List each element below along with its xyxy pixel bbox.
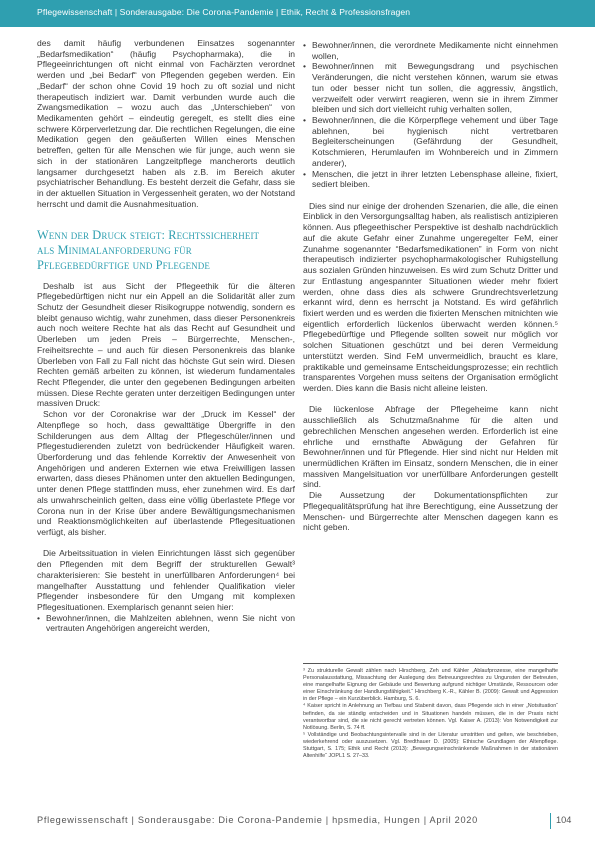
heading-line: Pflegebedürftige und Pflegende bbox=[37, 257, 210, 272]
running-header-text: Pflegewissenschaft | Sonderausgabe: Die Corona-Pandemie | Ethik, Recht & Professionsfragen bbox=[37, 7, 411, 17]
heading-line: Wenn der Druck steigt: Rechtssicherheit bbox=[37, 227, 260, 242]
footnotes bbox=[303, 663, 558, 760]
paragraph: Deshalb ist aus Sicht der Pflegeethik für die älteren Pflegebedürftigen nicht nur ein Appell an die Solidarität aller zum Schutz der Gesundheit dieser Risikogruppe notwendig, sondern es bleibt genauso wichtig, wahr zunehmen, dass dieser Personenkreis auch noch weitere Rechte hat als das Recht auf Gesundheit und Überleben um jeden Preis – Bürgerrechte, Menschen-, Freiheitsrechte – und auch für diesen Personenkreis das blanke Überleben von Fall zu Fall nicht das höchste Gut sein wird. Diesen Rechten gemäß arbeiten zu können, ist wiederum fundamentales Recht Pflegender, die unter den gegebenen Bedingungen arbeiten müssen. Diese Rechte geraten unter derzeitigen Bedingungen unter massiven Druck: bbox=[37, 280, 295, 409]
bullet-list bbox=[37, 613, 295, 634]
footnote: ⁴ Kaiser spricht in Anlehnung an Tiefbau und Stabenit davon, dass Pflegende sich in einer „Notsituation“ befinden, da sie ständig entscheiden und in Situationen handeln müssen, die in der Praxis nicht verantwortbar sind, die sie nicht gerecht vertreten können. Vgl. Kaiser A. (2013): Von Notwendigkeit zur Notlösung. Berlin, S. 74 ff. bbox=[303, 703, 558, 731]
bullet-item: • Bewohner/innen, die verordnete Medikamente nicht einnehmen wollen, bbox=[312, 40, 558, 61]
paragraph: Dies sind nur einige der drohenden Szenarien, die alle, die einen Einblick in den Versorgungsalltag haben, als realistisch antizipieren können. Aus pflegeethischer Perspektive ist deshalb nachdrücklich auf die akute Gefahr einer Zunahme ungeregelter FeM, einer Zunahme sogenannter “Bedarfsmedikationen” in Form von nicht therapeutisch indizierter psychopharmakologischer Ruhigstellung aus sozialen Gründen hinzuweisen. Es wird zum Schutz Dritter und zur Entlastung angespannter Situationen wieder mehr fixiert werden, ohne dass dies als schwere Grundrechtsverletzung erkannt wird, denn es herrscht ja Notstand. Es wird gefährlich fixiert werden und es werden die fixierten Menschen mitnichten wie eigentlich erforderlich lückenlos überwacht werden können.⁵ Pflegebedürftige und Pflegende sollten soweit nur möglich vor solchen Situationen geschützt und bei deren Vermeidung unterstützt werden. Sind FeM unvermeidlich, braucht es klare, praktikable und gemeinsame Entscheidungsprozesse; ein rechtlich transparentes Vorgehen muss seitens der Organisation ermöglicht werden. Dies kann die Basis nicht alleine leisten. bbox=[303, 200, 558, 393]
paragraph: Die Arbeitssituation in vielen Einrichtungen lässt sich gegenüber den Pflegenden mit dem Begriff der strukturellen Gewalt³ charakterisieren: Sie besteht in unerfüllbaren Anforderungen⁴ bei mangelhafter Ausstattung und fehlender Qualifikation vieler Pflegender insbesondere für den Umgang mit komplexen Pflegesituationen. Exemplarisch genannt seien hier: bbox=[37, 548, 295, 613]
left-column bbox=[37, 38, 295, 634]
paragraph: Die lückenlose Abfrage der Pflegeheime kann nicht ausschließlich als Schutzmaßnahme für die alten und gebrechlichen Menschen angesehen werden. Erforderlich ist eine ehrliche und ernsthafte Abwägung der Gefahren für Bewohner/innen und für Pflegende. Hier sind nicht nur Helden mit unermüdlichen Kräften im Einsatz, sondern Menschen, die in einer massiven Mangelsituation vor unerfüllbare Anforderungen gestellt sind. bbox=[303, 404, 558, 490]
running-header bbox=[0, 0, 595, 27]
bullet-item: • Menschen, die jetzt in ihrer letzten Lebensphase alleine, fixiert, sediert bleiben. bbox=[312, 169, 558, 190]
footer-text: Pflegewissenschaft | Sonderausgabe: Die Corona-Pandemie | hpsmedia, Hungen | April 2020 bbox=[37, 815, 478, 825]
paragraph: Die Aussetzung der Dokumentationspflichten zur Pflegequalitätsprüfung hat ihre Berechtigung, eine Aussetzung der Menschen- und Bürgerrechte alter Menschen dagegen kann es nicht geben. bbox=[303, 490, 558, 533]
bullet-list bbox=[303, 40, 558, 190]
footnote: ⁵ Vollständige und Beobachtungsintervalle sind in der Literatur umstritten und gelten, wie beschrieben, wiederkehrend oder auszusetzen. Vgl. Bredthauer D. (2005): Ethische Grundlagen der Altenpflege. Stuttgart, S. 175; Ethik und Recht (2013): „Bewegungseinschränkende Maßnahmen in der stationären Altenhilfe“ JOPL1 S. 27–33. bbox=[303, 731, 558, 760]
footer-divider bbox=[550, 813, 551, 829]
page-number: 104 bbox=[556, 815, 572, 825]
bullet-item: • Bewohner/innen, die Mahlzeiten ablehnen, wenn Sie nicht von vertrauten Angehörigen angereicht werden, bbox=[46, 613, 295, 634]
paragraph: Schon vor der Coronakrise war der „Druck im Kessel“ der Altenpflege so hoch, dass gewalttätige Übergriffe in den Schilderungen aus dem Alltag der Pflegeschüler/innen und Pflegestudierenden zuletzt von bedrückender Häufigkeit waren. Überforderung und das fehlende Korrektiv der Anwesenheit von Angehörigen und anderen Externen wie etwa Freiwilligen lassen erwarten, dass dieses Phänomen unter den aktuellen Bedingungen, unter denen Pflege stattfinden muss, eher zunehmen wird. Es darf als unwahrscheinlich gelten, dass eine völlig überlastete Pflege vor Corona nun in der Krise über andere Bewältigungsmechanismen und Reaktionsmöglichkeiten auf überlastende Pflegesituationen verfügt, als bisher. bbox=[37, 409, 295, 538]
section-heading bbox=[37, 228, 295, 273]
bullet-item: • Bewohner/innen, die die Körperpflege vehement und über Tage ablehnen, bei hygienisch nicht vertretbaren Begleiterscheinungen (Gefährdung der Gesundheit, Kotschmieren, Herumlaufen im Wohnbereich und in Zimmern anderer), bbox=[312, 115, 558, 169]
bullet-item: • Bewohner/innen mit Bewegungsdrang und psychischen Veränderungen, die nicht verstehen können, warum sie etwas tun oder besser nicht tun sollen, die aggressiv, ängstlich, verzweifelt oder verwirrt reagieren, wenn sie in ihrem Zimmer bleiben und sich dort vielleicht ruhig verhalten sollen, bbox=[312, 61, 558, 115]
footnote: ³ Zu strukturelle Gewalt zählen nach Hirschberg, Zeh und Kähler „Ablaufprozesse, eine mangelhafte Personalausstattung, Missachtung der Auslegung des Betreuungsrechtes zu Ungunsten der Betreuten, eine mangelhafte Eignung der Gebäude und Bewertung aufgrund nichtiger Umstände, Ressourcen oder einer Einschränkung der Handlungsfähigkeit.“ Hirschberg K.-R., Kähler B. (2009): Gewalt und Aggression in der Pflege – ein Kurzüberblick. Hamburg, S. 6. bbox=[303, 668, 558, 703]
running-footer bbox=[37, 815, 577, 829]
heading-line: als Minimalanforderung für bbox=[37, 242, 192, 257]
right-column bbox=[303, 40, 558, 533]
paragraph: des damit häufig verbundenen Einsatzes sogenannter „Bedarfsmedikation“ (häufig Psychopharmaka), die in Pflegeeinrichtungen oft nicht einmal von Fachärzten verordnet werden und „bei Bedarf“ von Pflegenden gegeben werden. Ein „Bedarf“ der schon ohne Covid 19 hoch zu oft sozial und nicht therapeutisch indiziert war. Damit verbunden wurde auch die Zwangsmedikation – wozu auch das „Unterschieben“ von Medikamenten gehört – eindeutig geregelt, es stellt dies eine schwere Körperverletzung dar. Die rechtlichen Regelungen, die eine Medikation gegen den geäußerten Willen eines Menschen betreffen, gelten für alle Menschen wie für junge, auch wenn sie sich in der stationären Langzeitpflege mancherorts deutlich langsamer durchgesetzt haben als z.B. im Bereich akuter psychiatrischer Behandlung. Es besteht derzeit die Gefahr, dass sie in der aktuellen Situation in Vergessenheit geraten, wo der Notstand herrscht und damit die Ausnahmesituation. bbox=[37, 38, 295, 209]
